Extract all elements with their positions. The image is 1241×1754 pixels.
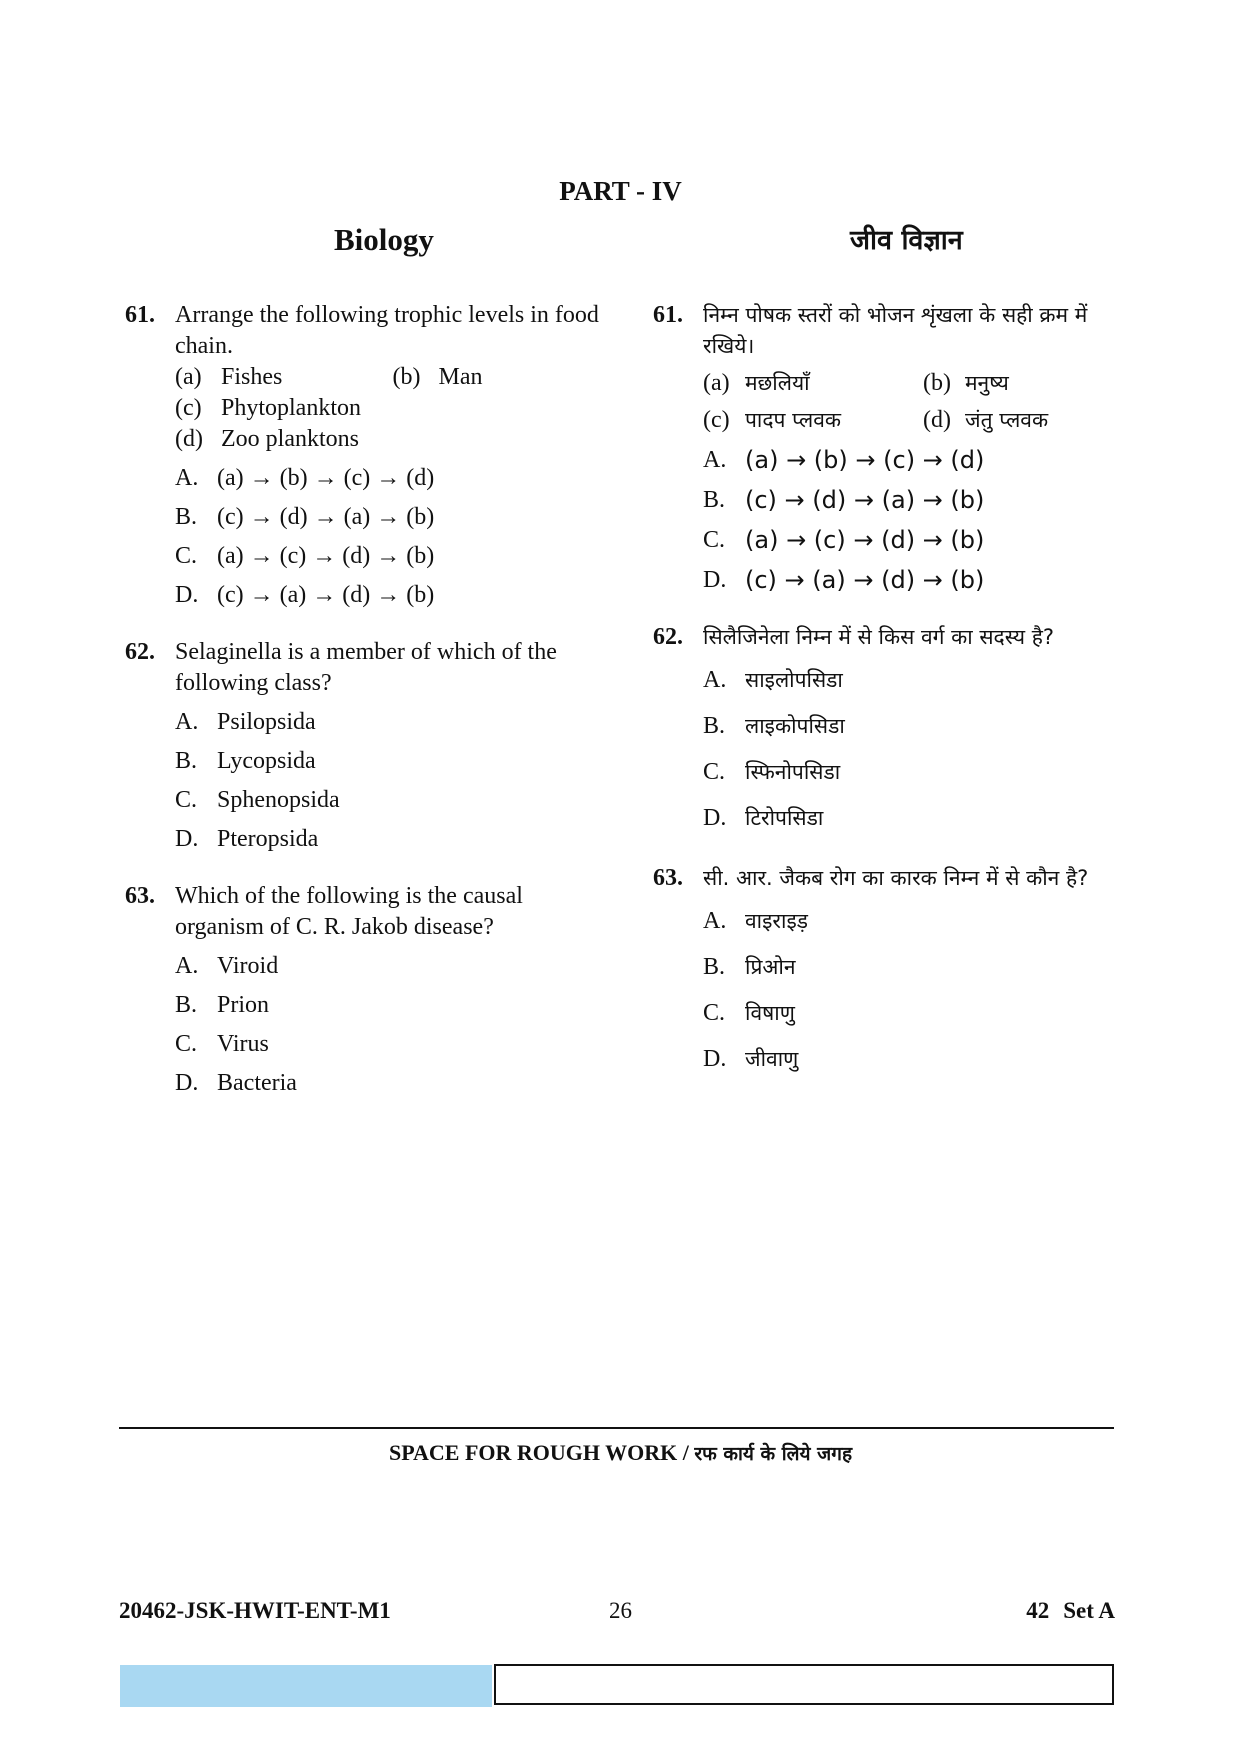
option-d[interactable]: D. Pteropsida bbox=[175, 826, 319, 852]
option-b[interactable]: B. Prion bbox=[175, 992, 270, 1018]
option-c[interactable]: C. Sphenopsida bbox=[175, 787, 340, 813]
list-item: (c) Phytoplankton bbox=[175, 395, 362, 421]
question-number: 63. bbox=[653, 865, 683, 891]
option-a[interactable]: A. Viroid bbox=[175, 953, 279, 979]
list-item: (b) Man bbox=[392, 364, 483, 390]
option-b[interactable]: B. Lycopsida bbox=[175, 748, 316, 774]
option-a[interactable]: A. (a) → (b) → (c) → (d) bbox=[703, 445, 985, 474]
question-stem: सी. आर. जैकब रोग का कारक निम्न में से कौन है? bbox=[703, 866, 1089, 890]
question-62-en bbox=[125, 637, 610, 859]
question-number: 63. bbox=[125, 883, 155, 909]
question-number: 61. bbox=[125, 302, 155, 328]
option-d[interactable]: D. Bacteria bbox=[175, 1070, 297, 1096]
answer-options bbox=[175, 459, 610, 615]
option-a[interactable]: A. साइलोपसिडा bbox=[703, 666, 843, 693]
option-b[interactable]: B. प्रिओन bbox=[703, 953, 796, 980]
option-c[interactable]: C. Virus bbox=[175, 1031, 269, 1057]
english-column bbox=[125, 300, 610, 1125]
option-d[interactable]: D. टिरोपसिडा bbox=[703, 804, 824, 831]
question-number: 61. bbox=[653, 302, 683, 328]
question-number: 62. bbox=[653, 624, 683, 650]
option-c[interactable]: C. (a) → (c) → (d) → (b) bbox=[175, 543, 435, 569]
footer-set-label: 42 Set A bbox=[1026, 1598, 1115, 1623]
blank-answer-box bbox=[494, 1664, 1114, 1705]
option-d[interactable]: D. जीवाणु bbox=[703, 1045, 799, 1072]
question-stem: Which of the following is the causal organism of C. R. Jakob disease? bbox=[175, 883, 523, 940]
match-items bbox=[175, 362, 610, 455]
blue-footer-bar bbox=[120, 1665, 492, 1707]
option-d[interactable]: D. (c) → (a) → (d) → (b) bbox=[175, 582, 435, 608]
list-item: (d) Zoo planktons bbox=[175, 426, 359, 452]
option-d[interactable]: D. (c) → (a) → (d) → (b) bbox=[703, 565, 985, 594]
list-item: (c) पादप प्लवक bbox=[703, 407, 842, 433]
option-b[interactable]: B. लाइकोपसिडा bbox=[703, 712, 845, 739]
question-63-en bbox=[125, 881, 610, 1103]
answer-options bbox=[703, 440, 1143, 600]
question-stem: सिलैजिनेला निम्न में से किस वर्ग का सदस्य है? bbox=[703, 625, 1055, 649]
list-item: (b) मनुष्य bbox=[923, 370, 1009, 396]
list-item: (a) मछलियाँ bbox=[703, 370, 810, 396]
option-a[interactable]: A. (a) → (b) → (c) → (d) bbox=[175, 465, 435, 491]
answer-options bbox=[175, 947, 610, 1103]
list-item: (d) जंतु प्लवक bbox=[923, 407, 1049, 433]
option-b[interactable]: B. (c) → (d) → (a) → (b) bbox=[703, 485, 985, 514]
option-a[interactable]: A. वाइराइड़ bbox=[703, 907, 808, 934]
question-number: 62. bbox=[125, 639, 155, 665]
option-c[interactable]: C. (a) → (c) → (d) → (b) bbox=[703, 525, 985, 554]
question-62-hi bbox=[653, 622, 1143, 841]
subject-title-hindi: जीव विज्ञान bbox=[850, 225, 963, 256]
answer-options bbox=[175, 703, 610, 859]
list-item: (a) Fishes bbox=[175, 364, 283, 390]
question-61-en bbox=[125, 300, 610, 615]
option-a[interactable]: A. Psilopsida bbox=[175, 709, 316, 735]
question-stem: निम्न पोषक स्तरों को भोजन शृंखला के सही क्रम में रखिये। bbox=[703, 303, 1088, 358]
part-title: PART - IV bbox=[559, 176, 682, 206]
match-items bbox=[703, 368, 1143, 436]
footer-exam-code: 20462-JSK-HWIT-ENT-M1 bbox=[119, 1598, 391, 1623]
question-61-hi bbox=[653, 300, 1143, 600]
rough-work-label: SPACE FOR ROUGH WORK / रफ कार्य के लिये जगह bbox=[388, 1440, 853, 1465]
question-stem: Arrange the following trophic levels in food chain. bbox=[175, 302, 599, 359]
divider-line bbox=[119, 1427, 1114, 1429]
option-c[interactable]: C. विषाणु bbox=[703, 999, 795, 1026]
answer-options bbox=[703, 657, 1143, 841]
question-63-hi bbox=[653, 863, 1143, 1082]
answer-options bbox=[703, 898, 1143, 1082]
hindi-column bbox=[653, 300, 1143, 1104]
option-c[interactable]: C. स्फिनोपसिडा bbox=[703, 758, 841, 785]
option-b[interactable]: B. (c) → (d) → (a) → (b) bbox=[175, 504, 435, 530]
page-number: 26 bbox=[609, 1598, 632, 1623]
subject-title-english: Biology bbox=[334, 222, 434, 257]
question-stem: Selaginella is a member of which of the following class? bbox=[175, 639, 557, 696]
